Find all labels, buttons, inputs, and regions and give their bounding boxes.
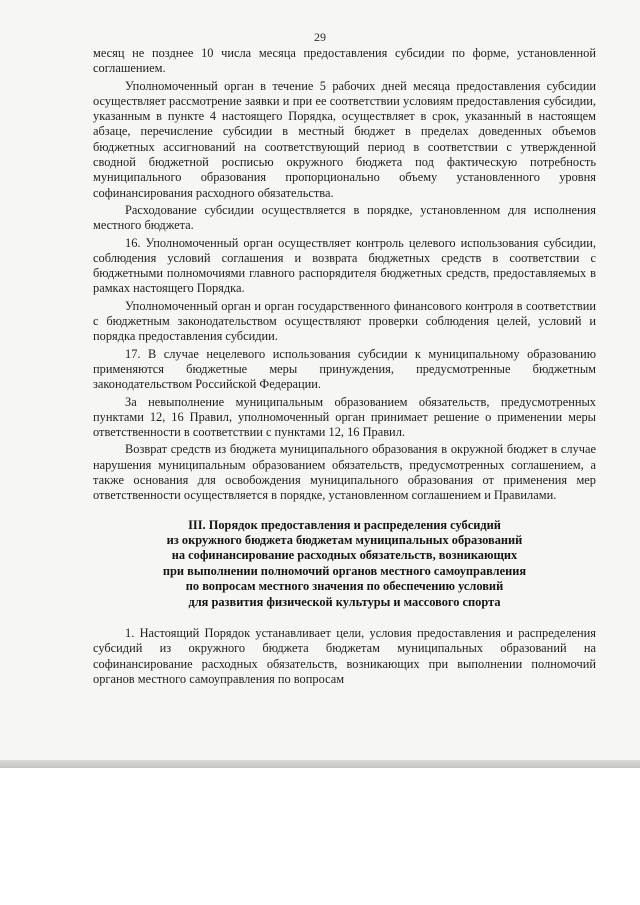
section-heading-line: из окружного бюджета бюджетам муниципальных образований: [166, 533, 523, 548]
page-number: 29: [314, 30, 326, 44]
paragraph: Расходование субсидии осуществляется в порядке, установленном для исполнения местного бюджета.: [93, 202, 596, 233]
paragraph: 17. В случае нецелевого использования субсидии к муниципальному образованию применяются бюджетные меры принуждения, предусмотренные бюджетным законодательством Российской Федерации.: [93, 346, 596, 392]
paragraph: 16. Уполномоченный орган осуществляет контроль целевого использования субсидии, соблюдения условий соглашения и возврата бюджетных средств в соответствии с бюджетными полномочиями главного распорядителя бюджетных средств, предоставляемых в рамках настоящего Порядка.: [93, 235, 596, 296]
scan-edge-divider: [0, 760, 640, 768]
section-heading-line: по вопросам местного значения по обеспечению условий: [185, 579, 504, 594]
paragraph: Уполномоченный орган в течение 5 рабочих дней месяца предоставления субсидии осуществляет рассмотрение заявки и при ее соответствии условиям предоставления субсидии, указанным в пункте 4 настоящего Порядка, осуществляет в срок, указанный в настоящем абзаце, перечисление субсидии в местный бюджет в пределах доведенных объемов бюджетных ассигнований на соответствующий период в соответствии с утвержденной сводной бюджетной росписью окружного бюджета под фактическую потребность муниципального образования пропорционально объему установленного уровня софинансирования расходного обязательства.: [93, 78, 596, 200]
section-heading-line: на софинансирование расходных обязательств, возникающих: [171, 548, 518, 563]
section-heading-line: при выполнении полномочий органов местного самоуправления: [162, 563, 527, 578]
paragraph: За невыполнение муниципальным образованием обязательств, предусмотренных пунктами 12, 16 Правил, уполномоченный орган принимает решение о применении меры ответственности в соответствии с пунктами 12, 16 Правил.: [93, 394, 596, 440]
paragraph: 1. Настоящий Порядок устанавливает цели, условия предоставления и распределения субсидий из окружного бюджета бюджетам муниципальных образований на софинансирование расходных обязательств, возникающих при выполнении полномочий органов местного самоуправления по вопросам: [93, 626, 596, 686]
document-body: [93, 46, 596, 689]
paragraph: месяц не позднее 10 числа месяца предоставления субсидии по форме, установленной соглашением.: [93, 46, 596, 76]
section-heading-line: для развития физической культуры и массового спорта: [188, 594, 501, 609]
paragraph: Уполномоченный орган и орган государственного финансового контроля в соответствии с бюджетным законодательством осуществляют проверки соблюдения целей, условий и порядка предоставления субсидии.: [93, 298, 596, 344]
section-heading: [93, 518, 596, 610]
section-heading-line: III. Порядок предоставления и распределения субсидий: [188, 517, 501, 532]
paragraph: Возврат средств из бюджета муниципального образования в окружной бюджет в случае нарушения муниципальным образованием обязательств, предусмотренных соглашением, а также основания для освобождения муниципального образования от применения мер ответственности осуществляется в порядке, установленном соглашением и Правилами.: [93, 442, 596, 503]
